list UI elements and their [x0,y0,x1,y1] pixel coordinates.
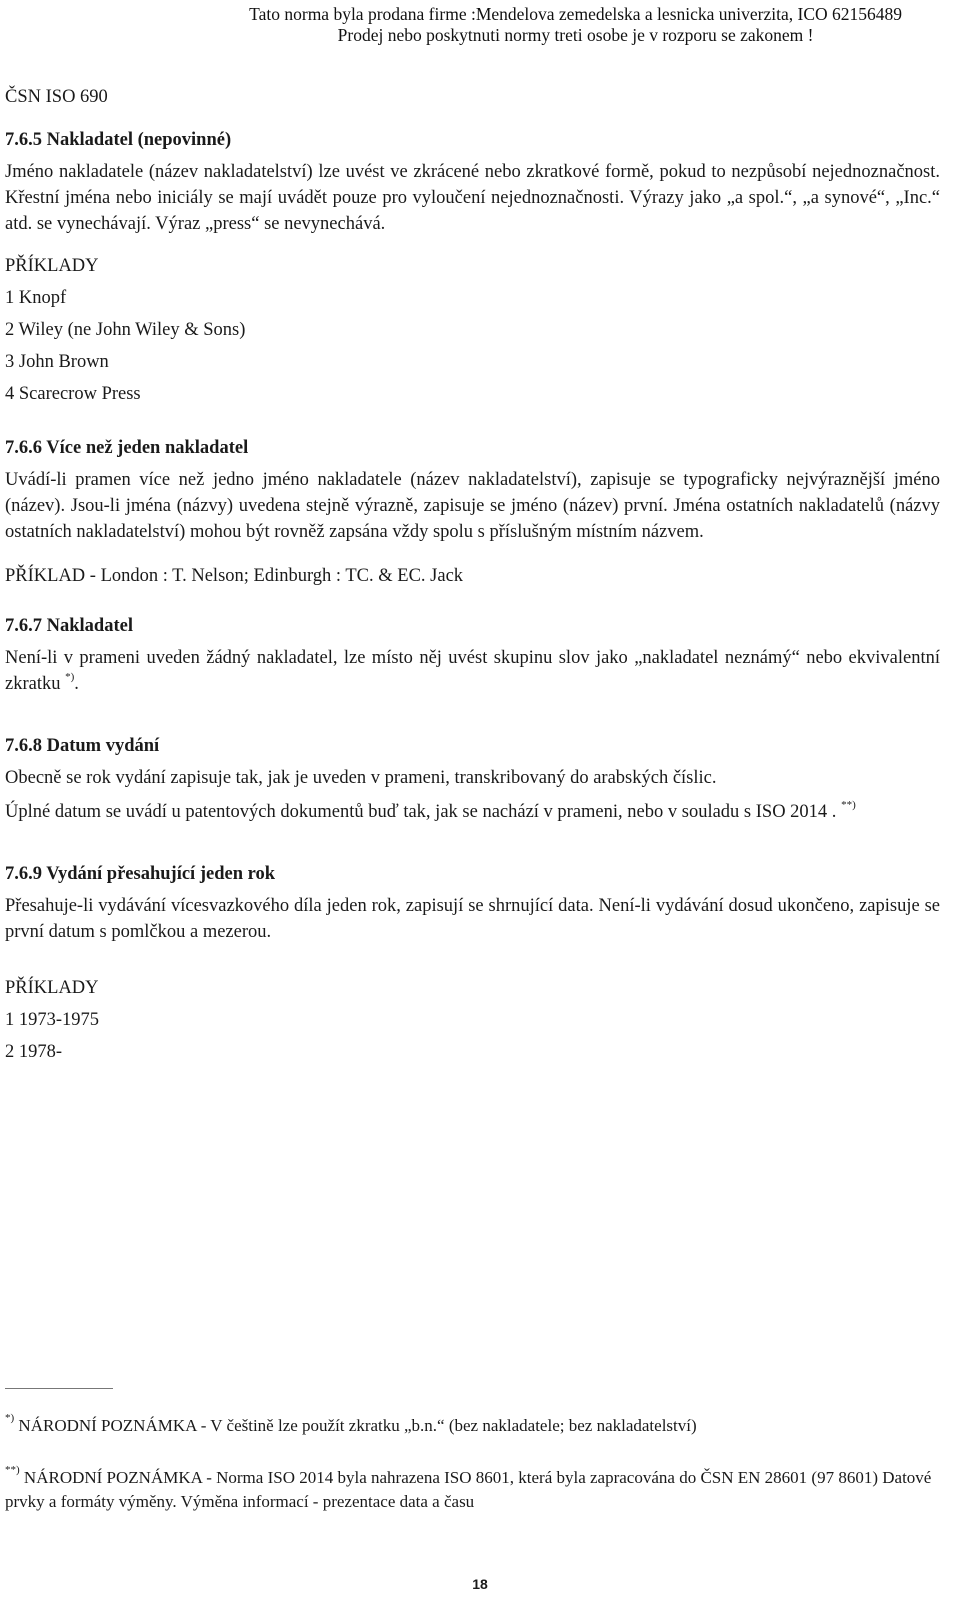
watermark-line-2: Prodej nebo poskytnuti normy treti osobe je v rozporu se zakonem ! [337,25,814,45]
example-item: 2 1978- [5,1042,63,1062]
section-number: 7.6.5 [5,130,42,150]
section-title: Vydání přesahující jeden rok [46,864,276,884]
section-heading-769 [5,861,940,887]
section-paragraph [5,799,940,825]
example-item: 2 Wiley (ne John Wiley & Sons) [5,320,246,340]
footnote-ref: **) [841,799,856,811]
section-number: 7.6.8 [5,736,42,756]
footnote-divider [5,1388,113,1389]
section-heading-767 [5,613,940,639]
section-number: 7.6.9 [5,864,42,884]
section-title: Více než jeden nakladatel [46,438,249,458]
footnote-ref: *) [65,671,75,683]
section-number: 7.6.6 [5,438,42,458]
section-paragraph: Obecně se rok vydání zapisuje tak, jak je uveden v prameni, transkribovaný do arabských číslic. [5,768,717,788]
section-title: Nakladatel [46,616,133,636]
examples-label: PŘÍKLADY [5,256,99,276]
section-paragraph: Uvádí-li pramen více než jedno jméno nakladatele (název nakladatelství), zapisuje se typograficky nejvýraznější jméno (název). Jsou-li jména (názvy) uvedena stejně výrazně, zapisuje se jméno (název) první. Jména ostatních nakladatelů (názvy ostatních nakladatelství) mohou být rovněž zapsána vždy spolu s příslušným místním názvem. [5,470,940,542]
license-watermark [249,4,902,46]
example-item: 3 John Brown [5,352,109,372]
section-title: Nakladatel (nepovinné) [46,130,232,150]
footnote-mark: *) [5,1412,15,1424]
footnote-text: NÁRODNÍ POZNÁMKA - Norma ISO 2014 byla nahrazena ISO 8601, která byla zapracována do ČSN EN 28601 (97 8601) Datové prvky a formáty výměny. Výměna informací - prezentace data a času [5,1468,932,1511]
section-heading-765 [5,127,940,153]
standard-code: ČSN ISO 690 [5,87,108,107]
section-heading-766 [5,435,940,461]
main-content [5,127,940,1071]
example-item: 1 1973-1975 [5,1010,100,1030]
section-heading-768 [5,733,940,759]
footnote-text: NÁRODNÍ POZNÁMKA - V češtině lze použít zkratku „b.n.“ (bez nakladatele; bez nakladatelství) [18,1416,697,1435]
paragraph-tail: . [74,674,79,694]
section-title: Datum vydání [46,736,160,756]
section-paragraph [5,645,940,697]
examples-label: PŘÍKLADY [5,978,99,998]
example-line: PŘÍKLAD - London : T. Nelson; Edinburgh : TC. & EC. Jack [5,566,464,586]
page-number: 18 [472,1576,488,1592]
section-paragraph: Přesahuje-li vydávání vícesvazkového díla jeden rok, zapisují se shrnující data. Není-li vydávání dosud ukončeno, zapisuje se první datum s pomlčkou a mezerou. [5,896,940,942]
footnote-2 [5,1466,940,1514]
footnote-1 [5,1414,940,1438]
watermark-line-1: Tato norma byla prodana firme :Mendelova zemedelska a lesnicka univerzita, ICO 62156489 [249,4,902,24]
section-paragraph: Jméno nakladatele (název nakladatelství) lze uvést ve zkrácené nebo zkratkové formě, pokud to nezpůsobí nejednoznačnost. Křestní jména nebo iniciály se mají uvádět pouze pro vyloučení nejednoznačnosti. Výrazy jako „a spol.“, „a synové“, „Inc.“ atd. se vynechávají. Výraz „press“ se nevynechává. [5,162,940,234]
example-item: 1 Knopf [5,288,67,308]
section-number: 7.6.7 [5,616,42,636]
footnote-mark: **) [5,1464,20,1476]
paragraph-text: Není-li v prameni uveden žádný nakladatel, lze místo něj uvést skupinu slov jako „nakladatel neznámý“ nebo ekvivalentní zkratku [5,648,940,694]
example-item: 4 Scarecrow Press [5,384,141,404]
paragraph-text: Úplné datum se uvádí u patentových dokumentů buď tak, jak se nachází v prameni, nebo v souladu s ISO 2014 . [5,802,837,822]
